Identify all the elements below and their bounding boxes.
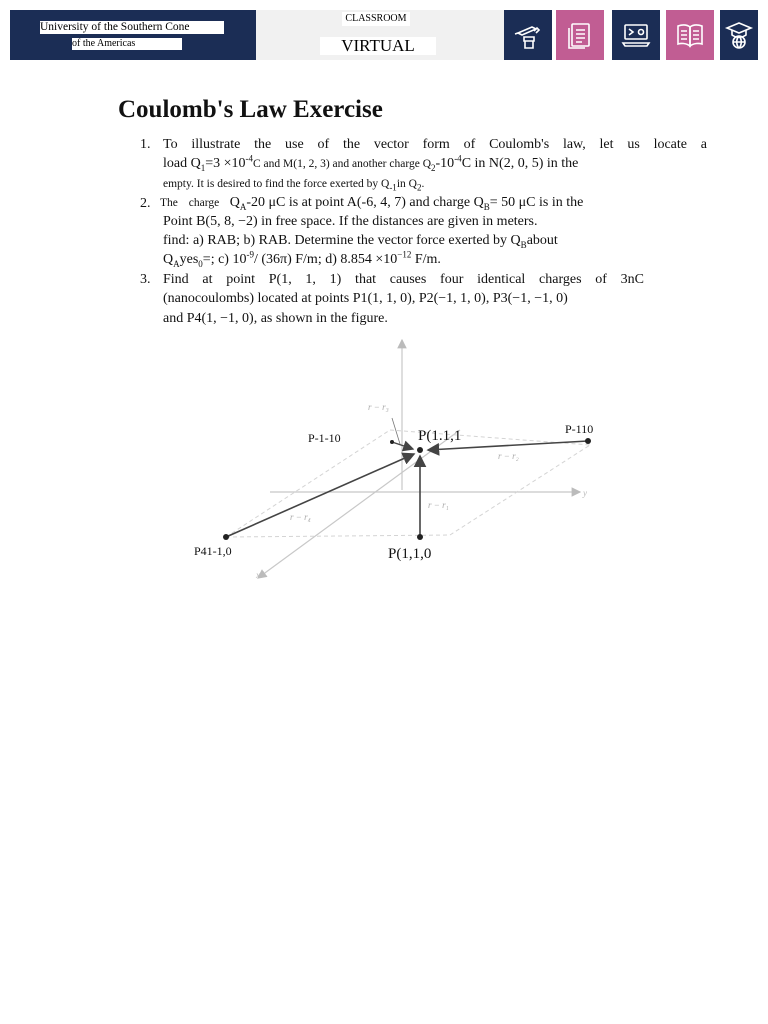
label-p-bottom-left: P41-1,0 (194, 544, 232, 558)
point-p1 (417, 534, 423, 540)
university-panel (10, 10, 256, 60)
label-r-r2: r − r₂ (498, 451, 519, 461)
label-p-right: P-110 (565, 422, 594, 436)
label-p-left: P-1-10 (308, 431, 341, 445)
point-p4 (223, 534, 229, 540)
classroom-label: CLASSROOM (342, 12, 410, 26)
open-book-icon (666, 10, 714, 60)
graduation-globe-icon (720, 10, 758, 60)
page-title: Coulomb's Law Exercise (118, 96, 383, 123)
label-r-r1: r − r₁ (428, 500, 449, 510)
item-3-line-1: Find at point P(1, 1, 1) that causes four identical charges of 3nC (163, 272, 644, 287)
item-1-line-3: empty. It is desired to find the force exerted by $Q_{-1}in$ $Q_2$. (163, 178, 425, 193)
university-name-line2: of the Americas (72, 38, 182, 50)
header-banner (10, 10, 758, 60)
monitor-laptop-icon (612, 10, 660, 60)
item-2-line-2: Point B(5, 8, −2) in free space. If the distances are given in meters. (163, 214, 538, 229)
hand-pen-icon (504, 10, 552, 60)
virtual-label: VIRTUAL (320, 37, 436, 55)
item-1-number: 1. (140, 137, 151, 152)
document-list-icon (556, 10, 604, 60)
item-2-line-3: find: a) RAB; b) RAB. Determine the vector force exerted by $Q_Babout$ (163, 233, 558, 250)
item-2-line-4: $Q_Ayes_0=$; c) $10^{-9}/$ (36π) F/m; d) $8.854 \times 10^{-12}$ F/m. (163, 249, 441, 269)
axis-label-x: x (256, 570, 260, 580)
label-r-r4: r − r₄ (290, 512, 311, 522)
axis-label-y: y (583, 488, 587, 498)
point-p3 (390, 440, 394, 444)
point-p2 (585, 438, 591, 444)
vector-figure (180, 330, 600, 590)
axis-label-z: z (400, 338, 404, 348)
label-p-bottom: P(1,1,0 (388, 546, 432, 562)
xy-plane-outline (226, 430, 590, 537)
item-3-line-2: (nanocoulombs) located at points P1(1, 1, 0), P2(−1, 1, 0), P3(−1, −1, 0) (163, 291, 568, 306)
item-3-line-3: and P4(1, −1, 0), as shown in the figure. (163, 311, 388, 326)
item-1-line-2: load $Q_1=3 \times 10^{-4}C$ and M(1, 2, 3) and another charge $Q_2-10^{-4}C$ in N(2, 0, 5) in the (163, 153, 579, 173)
university-name: University of the Southern Cone (40, 21, 224, 34)
label-r-r3: r − r₃ (368, 402, 389, 412)
label-p-top: P(1.1,1 (418, 428, 462, 444)
item-1-line-1: To illustrate the use of the vector form of Coulomb's law, let us locate a (163, 137, 707, 152)
classroom-panel (256, 10, 504, 60)
point-p (417, 447, 423, 453)
vector-r-r4 (226, 454, 414, 537)
item-3-number: 3. (140, 272, 151, 287)
item-2-number: 2. (140, 196, 151, 211)
item-2-line-1: The charge $Q_A-20$ μC is at point A(-6, 4, 7) and charge $Q_B= 50$ μC is in the (160, 195, 584, 212)
